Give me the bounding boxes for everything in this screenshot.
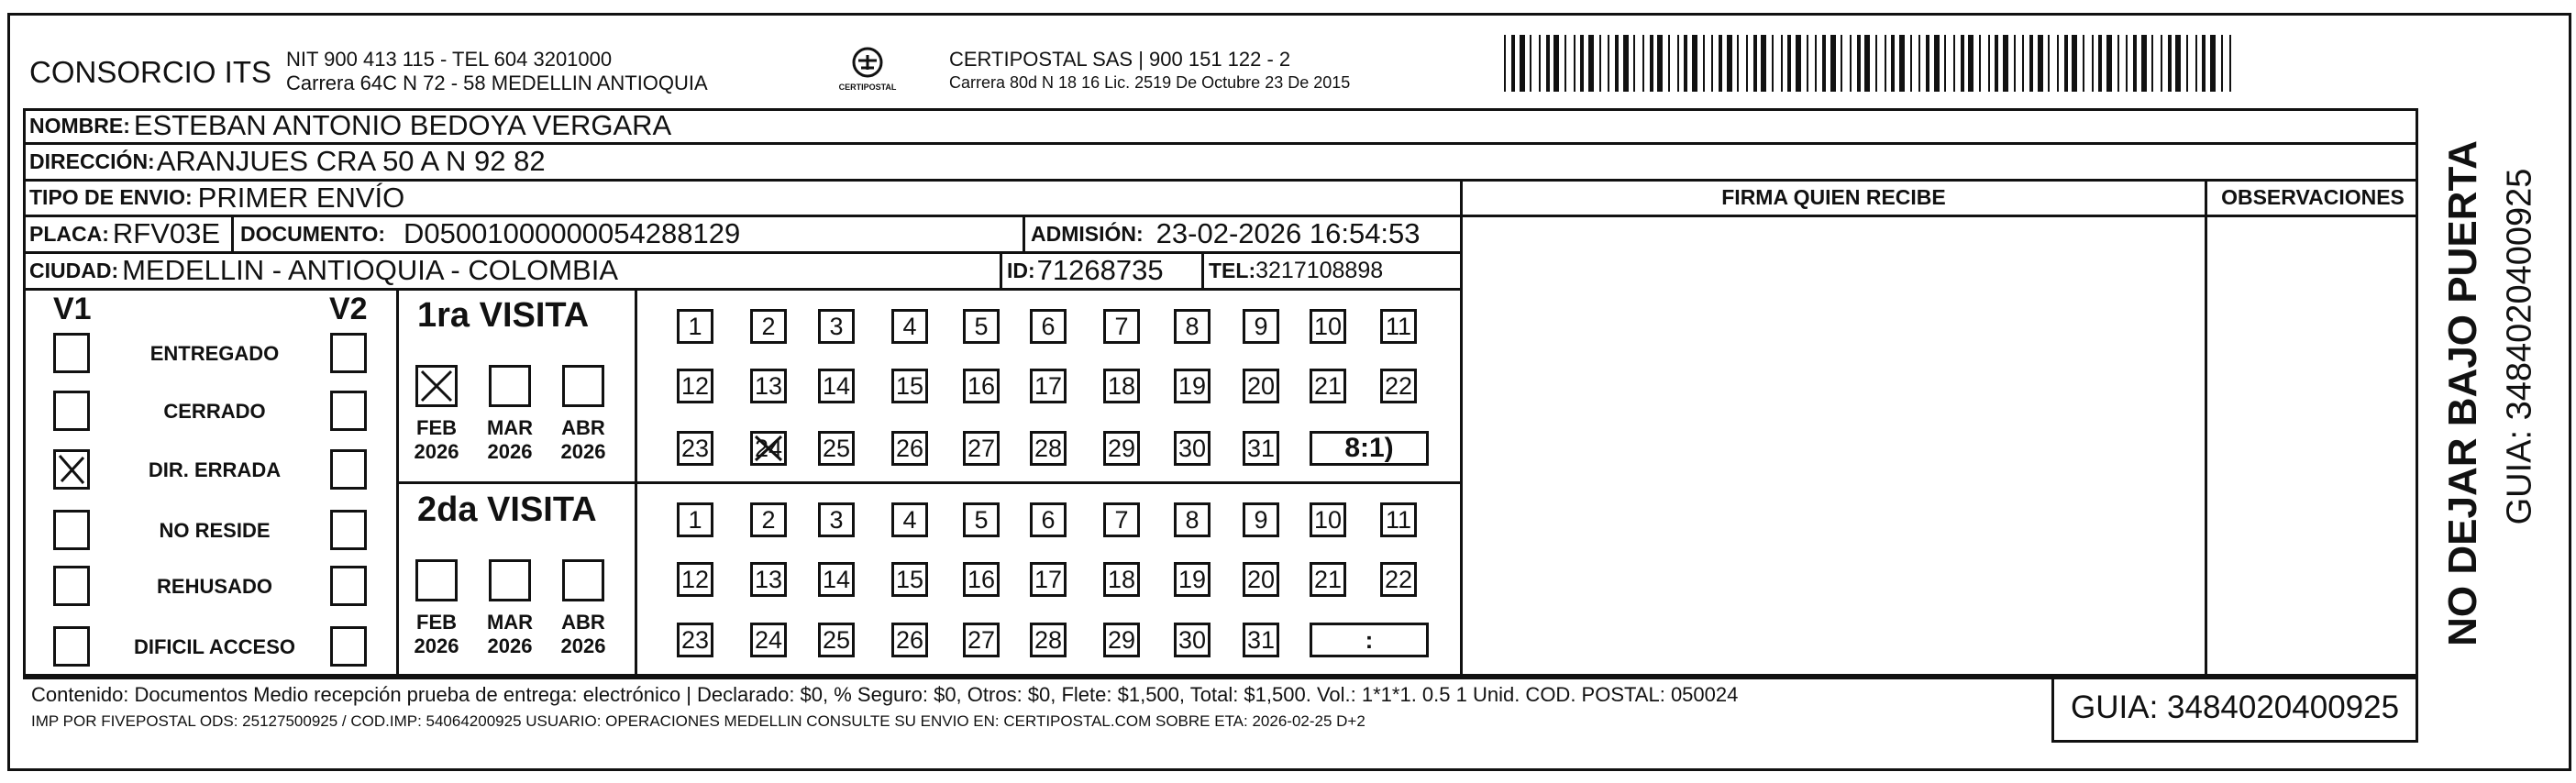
nombre-label: NOMBRE: <box>29 113 130 138</box>
day-number: 7 <box>1114 505 1129 534</box>
day-checkbox[interactable] <box>750 309 787 344</box>
month-checkbox[interactable] <box>415 559 458 601</box>
documento-cell <box>240 216 740 251</box>
day-checkbox[interactable] <box>1174 431 1211 466</box>
placa-value: RFV03E <box>112 217 221 249</box>
day-number: 5 <box>974 312 989 340</box>
day-number: 2 <box>761 312 776 340</box>
day-checkbox[interactable] <box>1174 309 1211 344</box>
status-label: NO RESIDE <box>159 519 271 542</box>
ciudad-value: MEDELLIN - ANTIOQUIA - COLOMBIA <box>122 254 618 286</box>
day-checkbox[interactable] <box>1103 502 1140 537</box>
v1-checkbox[interactable] <box>53 510 90 550</box>
day-checkbox[interactable] <box>891 562 928 597</box>
day-checkbox[interactable] <box>750 369 787 403</box>
admision-label: ADMISIÓN: <box>1031 221 1144 246</box>
documento-label: DOCUMENTO: <box>240 221 386 246</box>
day-checkbox[interactable] <box>677 431 713 466</box>
day-number: 22 <box>1384 565 1413 593</box>
second-visit-title: 2da VISITA <box>417 491 597 529</box>
guia-side: GUIA: 3484020400925 <box>2500 168 2539 525</box>
day-checkbox[interactable] <box>750 623 787 657</box>
day-number: 27 <box>967 434 996 462</box>
day-checkbox[interactable] <box>677 502 713 537</box>
day-number: 13 <box>754 371 783 400</box>
day-number: 10 <box>1313 505 1343 534</box>
day-checkbox[interactable] <box>677 369 713 403</box>
day-number: 4 <box>902 505 917 534</box>
v1-checkbox[interactable] <box>53 449 90 490</box>
day-number: 29 <box>1107 625 1136 654</box>
day-checkbox[interactable] <box>1380 502 1417 537</box>
day-checkbox[interactable] <box>750 562 787 597</box>
day-number: 2 <box>761 505 776 534</box>
month-label: FEB 2026 <box>414 416 459 463</box>
month-checkbox[interactable] <box>489 365 531 407</box>
day-checkbox[interactable] <box>1030 623 1067 657</box>
day-number: 27 <box>967 625 996 654</box>
certipostal-logo: CERTIPOSTAL <box>831 42 904 101</box>
day-number: 29 <box>1107 434 1136 462</box>
day-checkbox[interactable] <box>1030 431 1067 466</box>
day-number: 19 <box>1177 565 1207 593</box>
ciudad-cell <box>29 253 618 288</box>
day-checkbox[interactable] <box>1243 431 1279 466</box>
day-number: 26 <box>895 625 924 654</box>
day-number: 5 <box>974 505 989 534</box>
day-checkbox[interactable] <box>1174 369 1211 403</box>
day-number: 4 <box>902 312 917 340</box>
day-number: 8 <box>1185 505 1200 534</box>
observaciones-label: OBSERVACIONES <box>2221 185 2405 209</box>
month-checkbox[interactable] <box>562 559 604 601</box>
v2-checkbox[interactable] <box>330 449 367 490</box>
day-number: 25 <box>822 625 851 654</box>
nombre-value: ESTEBAN ANTONIO BEDOYA VERGARA <box>133 109 672 141</box>
day-checkbox[interactable] <box>818 309 855 344</box>
day-checkbox[interactable] <box>891 309 928 344</box>
status-label: CERRADO <box>163 400 266 423</box>
day-checkbox[interactable] <box>1103 562 1140 597</box>
day-checkbox[interactable] <box>1310 369 1346 403</box>
day-checkbox[interactable] <box>1243 562 1279 597</box>
day-number: 31 <box>1246 625 1276 654</box>
day-checkbox[interactable] <box>818 431 855 466</box>
v1-heading: V1 <box>53 292 92 326</box>
day-checkbox[interactable] <box>677 623 713 657</box>
status-label: ENTREGADO <box>149 342 280 365</box>
v2-checkbox[interactable] <box>330 566 367 606</box>
day-number: 10 <box>1313 312 1343 340</box>
company-name: CONSORCIO ITS <box>29 55 272 89</box>
day-checkbox[interactable] <box>1243 502 1279 537</box>
day-number: 13 <box>754 565 783 593</box>
day-number: 21 <box>1313 565 1343 593</box>
day-number: 19 <box>1177 371 1207 400</box>
id-label: ID: <box>1007 258 1035 282</box>
day-number: 28 <box>1034 625 1063 654</box>
day-number: 3 <box>829 312 844 340</box>
day-checkbox[interactable] <box>1380 562 1417 597</box>
direccion-row <box>29 144 546 179</box>
day-number: 20 <box>1246 371 1276 400</box>
day-number: 30 <box>1177 434 1207 462</box>
day-number: 16 <box>967 565 996 593</box>
day-checkbox[interactable] <box>1243 309 1279 344</box>
day-checkbox[interactable] <box>891 502 928 537</box>
day-number: 6 <box>1041 505 1056 534</box>
day-number: 15 <box>895 565 924 593</box>
day-checkbox[interactable] <box>750 431 787 466</box>
status-label: DIFICIL ACCESO <box>133 635 295 658</box>
day-checkbox[interactable] <box>963 431 1000 466</box>
day-number: 26 <box>895 434 924 462</box>
day-number: 23 <box>680 434 710 462</box>
day-checkbox[interactable] <box>891 623 928 657</box>
day-number: 24 <box>754 625 783 654</box>
day-checkbox[interactable] <box>1103 431 1140 466</box>
day-number: 16 <box>967 371 996 400</box>
guia-footer: GUIA: 3484020400925 <box>2071 689 2400 725</box>
day-number: 6 <box>1041 312 1056 340</box>
day-number: 15 <box>895 371 924 400</box>
day-number: 18 <box>1107 371 1136 400</box>
day-checkbox[interactable] <box>963 623 1000 657</box>
placa-label: PLACA: <box>29 221 109 246</box>
day-number: 12 <box>680 565 710 593</box>
admision-value: 23-02-2026 16:54:53 <box>1155 217 1421 249</box>
v2-checkbox[interactable] <box>330 333 367 373</box>
page-right-border <box>2569 13 2571 770</box>
day-number: 28 <box>1034 434 1063 462</box>
day-checkbox[interactable] <box>1310 309 1346 344</box>
day-checkbox[interactable] <box>750 502 787 537</box>
v1-checkbox[interactable] <box>53 566 90 606</box>
day-number: 24 <box>754 434 783 462</box>
day-checkbox[interactable] <box>818 623 855 657</box>
tel-cell <box>1209 253 1383 288</box>
day-number: 17 <box>1034 565 1063 593</box>
day-checkbox[interactable] <box>963 309 1000 344</box>
status-label: DIR. ERRADA <box>148 458 282 481</box>
page-top-border <box>7 13 2571 16</box>
month-checkbox[interactable] <box>489 559 531 601</box>
day-checkbox[interactable] <box>1174 502 1211 537</box>
day-number: 20 <box>1246 565 1276 593</box>
tel-value: 3217108898 <box>1255 257 1384 283</box>
v1-checkbox[interactable] <box>53 626 90 667</box>
nombre-row <box>29 109 671 142</box>
id-value: 71268735 <box>1036 254 1164 286</box>
day-number: 1 <box>688 312 702 340</box>
day-checkbox[interactable] <box>963 502 1000 537</box>
day-number: 22 <box>1384 371 1413 400</box>
day-checkbox[interactable] <box>818 562 855 597</box>
v1-checkbox[interactable] <box>53 391 90 431</box>
day-checkbox[interactable] <box>963 562 1000 597</box>
month-label: ABR 2026 <box>560 611 606 657</box>
status-label: REHUSADO <box>157 575 272 598</box>
second-visit-time[interactable]: : <box>1310 623 1429 657</box>
day-checkbox[interactable] <box>677 309 713 344</box>
day-checkbox[interactable] <box>1310 502 1346 537</box>
v2-checkbox[interactable] <box>330 391 367 431</box>
month-checkbox[interactable] <box>415 365 458 407</box>
firma-label: FIRMA QUIEN RECIBE <box>1721 185 1946 209</box>
month-label: ABR 2026 <box>560 416 606 463</box>
day-checkbox[interactable] <box>1103 369 1140 403</box>
day-checkbox[interactable] <box>891 431 928 466</box>
day-number: 30 <box>1177 625 1207 654</box>
contenido-line: Contenido: Documentos Medio recepción prueba de entrega: electrónico | Declarado: $0, % Seguro: $0, Otros: $0, Flete: $1,500, Total: $1,500. Vol.: 1*1*1. 0.5 1 Unid. COD. POSTAL: 050024 <box>31 683 1739 706</box>
tipo-row <box>29 181 404 215</box>
day-number: 17 <box>1034 371 1063 400</box>
day-checkbox[interactable] <box>818 369 855 403</box>
day-checkbox[interactable] <box>1030 369 1067 403</box>
month-label: MAR 2026 <box>486 611 534 657</box>
day-number: 25 <box>822 434 851 462</box>
first-visit-title: 1ra VISITA <box>417 296 590 335</box>
day-number: 3 <box>829 505 844 534</box>
day-checkbox[interactable] <box>1243 369 1279 403</box>
admision-cell <box>1031 216 1421 251</box>
placa-cell <box>29 216 220 251</box>
v2-checkbox[interactable] <box>330 510 367 550</box>
certipostal-line2: Carrera 80d N 18 16 Lic. 2519 De Octubre 23 De 2015 <box>949 73 1351 92</box>
day-number: 18 <box>1107 565 1136 593</box>
day-checkbox[interactable] <box>1103 623 1140 657</box>
no-dejar-side: NO DEJAR BAJO PUERTA <box>2440 140 2485 646</box>
day-checkbox[interactable] <box>818 502 855 537</box>
day-number: 11 <box>1385 312 1412 340</box>
tel-label: TEL: <box>1209 258 1256 282</box>
first-visit-time[interactable]: 8:1) <box>1310 431 1429 466</box>
day-number: 21 <box>1313 371 1343 400</box>
imp-line: IMP POR FIVEPOSTAL ODS: 25127500925 / COD.IMP: 54064200925 USUARIO: OPERACIONES MEDELLIN CONSULTE SU ENVIO EN: CERTIPOSTAL.COM SOBRE ETA: 2026-02-25 D+2 <box>31 712 1365 730</box>
direccion-label: DIRECCIÓN: <box>29 149 155 173</box>
day-checkbox[interactable] <box>963 369 1000 403</box>
day-number: 14 <box>822 565 851 593</box>
month-checkbox[interactable] <box>562 365 604 407</box>
direccion-value: ARANJUES CRA 50 A N 92 82 <box>156 145 546 177</box>
page-bottom-border <box>7 768 2571 771</box>
day-checkbox[interactable] <box>1380 369 1417 403</box>
day-checkbox[interactable] <box>1174 623 1211 657</box>
day-checkbox[interactable] <box>1103 309 1140 344</box>
day-number: 12 <box>680 371 710 400</box>
day-number: 7 <box>1114 312 1129 340</box>
day-checkbox[interactable] <box>1243 623 1279 657</box>
address-line: Carrera 64C N 72 - 58 MEDELLIN ANTIOQUIA <box>286 72 708 94</box>
day-checkbox[interactable] <box>891 369 928 403</box>
day-mark-icon <box>753 434 784 469</box>
day-checkbox[interactable] <box>677 562 713 597</box>
day-number: 14 <box>822 371 851 400</box>
tipo-value: PRIMER ENVÍO <box>197 181 405 214</box>
month-label: MAR 2026 <box>486 416 534 463</box>
page-left-border <box>7 13 10 770</box>
day-number: 11 <box>1385 505 1412 534</box>
day-checkbox[interactable] <box>1030 502 1067 537</box>
day-number: 1 <box>688 505 702 534</box>
month-label: FEB 2026 <box>414 611 459 657</box>
day-number: 31 <box>1246 434 1276 462</box>
day-number: 9 <box>1254 505 1268 534</box>
day-checkbox[interactable] <box>1380 309 1417 344</box>
day-checkbox[interactable] <box>1030 309 1067 344</box>
day-number: 8 <box>1185 312 1200 340</box>
id-cell <box>1007 253 1164 288</box>
nit-line: NIT 900 413 115 - TEL 604 3201000 <box>286 48 613 71</box>
barcode <box>1504 35 2235 92</box>
certipostal-line1: CERTIPOSTAL SAS | 900 151 122 - 2 <box>949 48 1291 71</box>
day-checkbox[interactable] <box>1174 562 1211 597</box>
v2-heading: V2 <box>329 292 368 326</box>
day-checkbox[interactable] <box>1310 562 1346 597</box>
documento-value: D05001000000054288129 <box>404 217 741 249</box>
v2-checkbox[interactable] <box>330 626 367 667</box>
ciudad-label: CIUDAD: <box>29 258 119 282</box>
day-number: 23 <box>680 625 710 654</box>
day-number: 9 <box>1254 312 1268 340</box>
day-checkbox[interactable] <box>1030 562 1067 597</box>
v1-checkbox[interactable] <box>53 333 90 373</box>
tipo-label: TIPO DE ENVIO: <box>29 185 193 209</box>
